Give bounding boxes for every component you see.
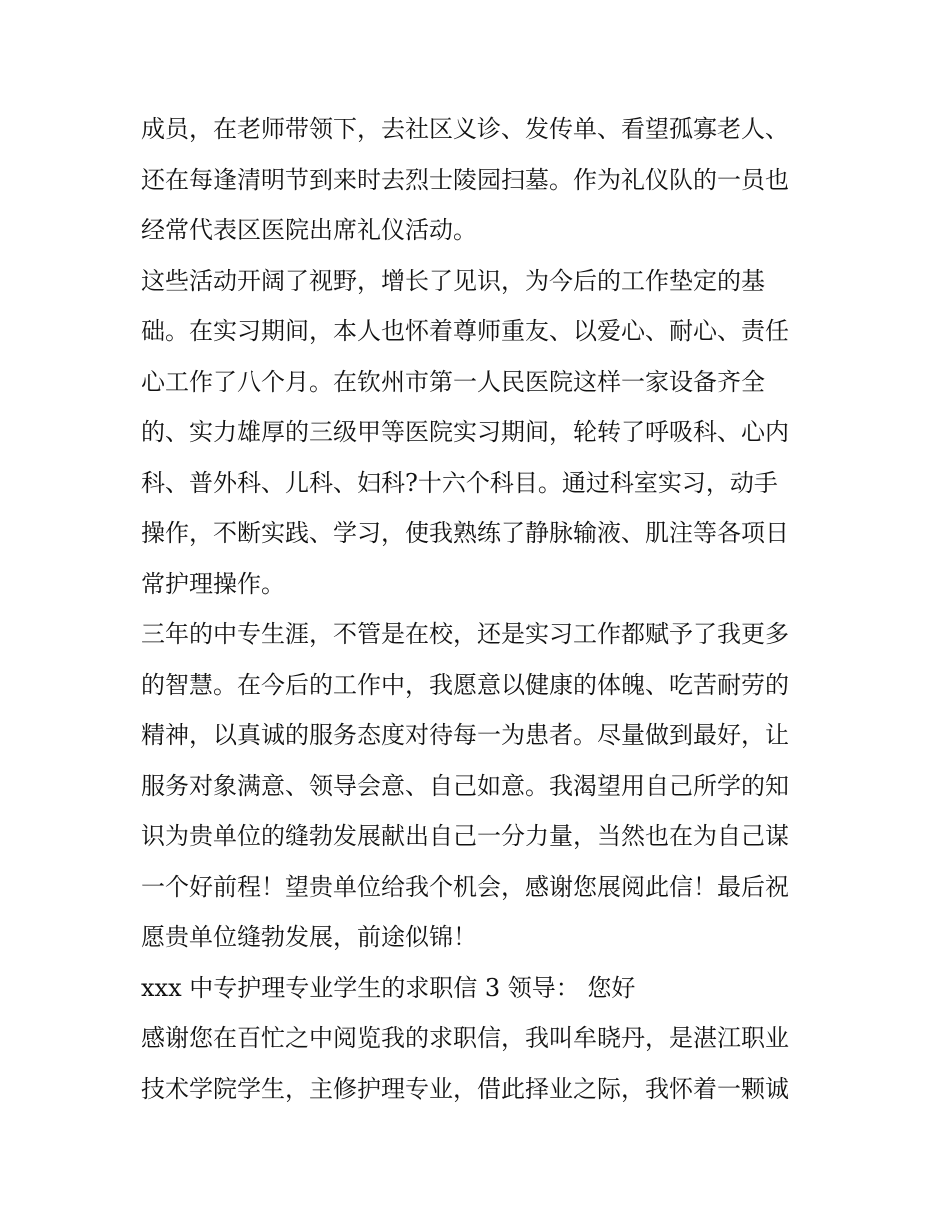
text-line: 感谢您在百忙之中阅览我的求职信，我叫牟晓丹，是湛江职业 bbox=[141, 1024, 789, 1052]
text-line: 心工作了八个月。在钦州市第一人民医院这样一家设备齐全 bbox=[141, 367, 765, 396]
text-line: 精神，以真诚的服务态度对待每一为患者。尽量做到最好，让 bbox=[141, 721, 789, 749]
text-line: 的、实力雄厚的三级甲等医院实习期间，轮转了呼吸科、心内 bbox=[141, 418, 789, 446]
text-line: 识为贵单位的缝勃发展献出自己一分力量，当然也在为自己谋 bbox=[141, 822, 789, 850]
text-line: 愿贵单位缝勃发展，前途似锦！ bbox=[141, 923, 477, 951]
text-line: 服务对象满意、领导会意、自己如意。我渴望用自己所学的知 bbox=[141, 771, 789, 800]
text-line: 经常代表区医院出席礼仪活动。 bbox=[141, 216, 477, 244]
text-line: 技术学院学生，主修护理专业，借此择业之际，我怀着一颗诚 bbox=[141, 1074, 789, 1103]
heading-line: xxx 中专护理专业学生的求职信 3 领导： 您好 bbox=[141, 973, 636, 1002]
document-body bbox=[141, 104, 821, 1114]
text-line: 一个好前程！望贵单位给我个机会，感谢您展阅此信！最后祝 bbox=[141, 872, 789, 901]
text-line: 操作，不断实践、学习，使我熟练了静脉输液、肌注等各项日 bbox=[141, 519, 789, 547]
text-line: 础。在实习期间，本人也怀着尊师重友、以爱心、耐心、责任 bbox=[141, 317, 789, 345]
text-line: 还在每逢清明节到来时去烈士陵园扫墓。作为礼仪队的一员也 bbox=[141, 165, 789, 194]
text-line: 三年的中专生涯，不管是在校，还是实习工作都赋予了我更多 bbox=[141, 620, 789, 648]
text-line: 成员，在老师带领下，去社区义诊、发传单、看望孤寡老人、 bbox=[141, 115, 789, 143]
text-line: 科、普外科、儿科、妇科?十六个科目。通过科室实习，动手 bbox=[141, 468, 778, 497]
text-line: 的智慧。在今后的工作中，我愿意以健康的体魄、吃苦耐劳的 bbox=[141, 670, 789, 699]
text-line: 这些活动开阔了视野，增长了见识，为今后的工作垫定的基 bbox=[141, 266, 765, 295]
text-line: 常护理操作。 bbox=[141, 569, 285, 598]
